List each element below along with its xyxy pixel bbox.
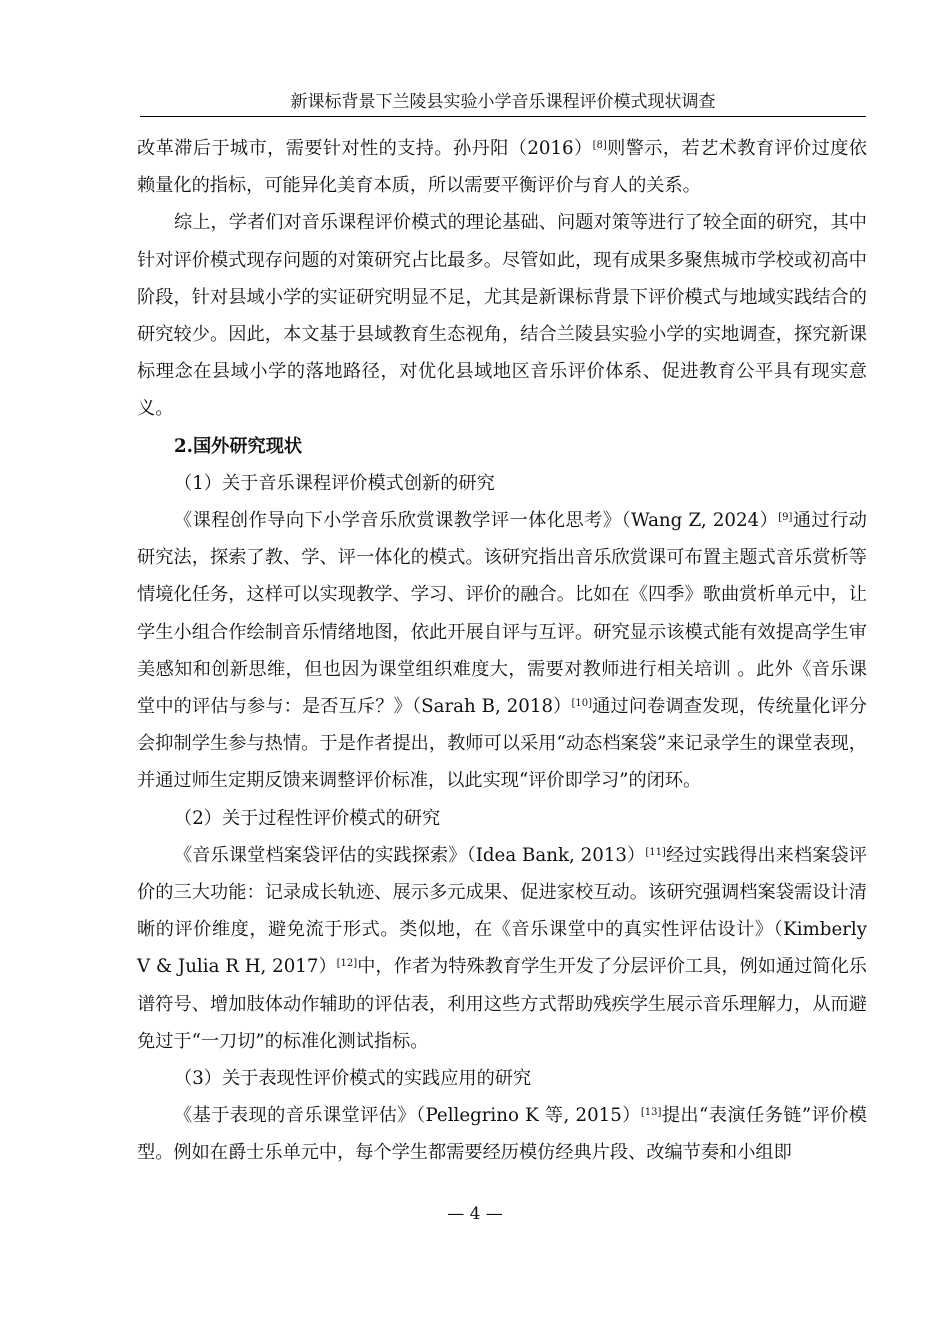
citation-12: [12] [336,958,358,970]
paragraph-1-text-b: 则警示，若艺术教育评价过度依赖量化的指标，可能异化美育本质，所以需要平衡评价与育人的关系。 [137,138,867,197]
citation-13: [13] [640,1107,662,1119]
paragraph-4-text-b: 经过实践得出来档案袋评价的三大功能：记录成长轨迹、展示多元成果、促进家校互动。该研究强调档案袋需设计清晰的评价维度，避免流于形式。类似地，在《音乐课堂中的真实性评估设计》（Kimberly V & Julia R H, 2017） [137,844,867,978]
paragraph-3 [137,502,867,800]
citation-9: [9] [778,512,793,524]
paragraph-1-text-a: 改革滞后于城市，需要针对性的支持。孙丹阳（2016） [137,138,593,159]
paragraph-3-text-c: 通过问卷调查发现，传统量化评分会抑制学生参与热情。于是作者提出，教师可以采用“动态档案袋”来记录学生的课堂表现，并通过师生定期反馈来调整评价标准，以此实现“评价即学习”的闭环。 [137,696,867,792]
paragraph-4-text-c: 中，作者为特殊教育学生开发了分层评价工具，例如通过简化乐谱符号、增加肢体动作辅助的评估表，利用这些方式帮助残疾学生展示音乐理解力，从而避免过于“一刀切”的标准化测试指标。 [137,956,867,1052]
citation-8: [8] [592,140,607,151]
page-body [137,130,867,1172]
paragraph-3-text-a: 《课程创作导向下小学音乐欣赏课教学评一体化思考》（Wang Z, 2024） [174,510,779,532]
paragraph-1 [137,130,867,204]
page-number: — 4 — [447,1204,503,1224]
subsection-heading-2: （2）关于过程性评价模式的研究 [174,807,441,829]
paragraph-4-text-a: 《音乐课堂档案袋评估的实践探索》（Idea Bank, 2013） [174,844,646,866]
running-header-title: 新课标背景下兰陵县实验小学音乐课程评价模式现状调查 [290,92,716,112]
subsection-heading-1: （1）关于音乐课程评价模式创新的研究 [174,472,495,494]
subsection-heading-3: （3）关于表现性评价模式的实践应用的研究 [174,1068,532,1090]
paragraph-5 [137,1097,867,1171]
citation-11: [11] [645,846,666,858]
paragraph-2: 综上，学者们对音乐课程评价模式的理论基础、问题对策等进行了较全面的研究，其中针对评价模式现存问题的对策研究占比最多。尽管如此，现有成果多聚焦城市学校或初高中阶段，针对县域小学的实证研究明显不足，尤其是新课标背景下评价模式与地域实践结合的研究较少。因此，本文基于县域教育生态视角，结合兰陵县实验小学的实地调查，探究新课标理念在县域小学的落地路径，对优化县域地区音乐评价体系、促进教育公平具有现实意义。 [137,212,867,420]
paragraph-5-text-b: 提出“表演任务链”评价模型。例如在爵士乐单元中，每个学生都需要经历模仿经典片段、改编节奏和小组即 [137,1105,867,1164]
header-divider [140,116,866,117]
paragraph-4 [137,837,867,1060]
paragraph-5-text-a: 《基于表现的音乐课堂评估》（Pellegrino K 等, 2015） [174,1105,641,1127]
citation-10: [10] [571,698,593,710]
paragraph-3-text-b: 通过行动研究法，探索了教、学、评一体化的模式。该研究指出音乐欣赏课可布置主题式音乐赏析等情境化任务，这样可以实现教学、学习、评价的融合。比如在《四季》歌曲赏析单元中，让学生小组合作绘制音乐情绪地图，依此开展自评与互评。研究显示该模式能有效提高学生审美感知和创新思维，但也因为课堂组织难度大，需要对教师进行相关培训 。此外《音乐课堂中的评估与参与：是否互斥？》（Sarah B, 2018） [137,510,867,718]
section-heading-foreign-research: 2.国外研究现状 [174,435,303,457]
